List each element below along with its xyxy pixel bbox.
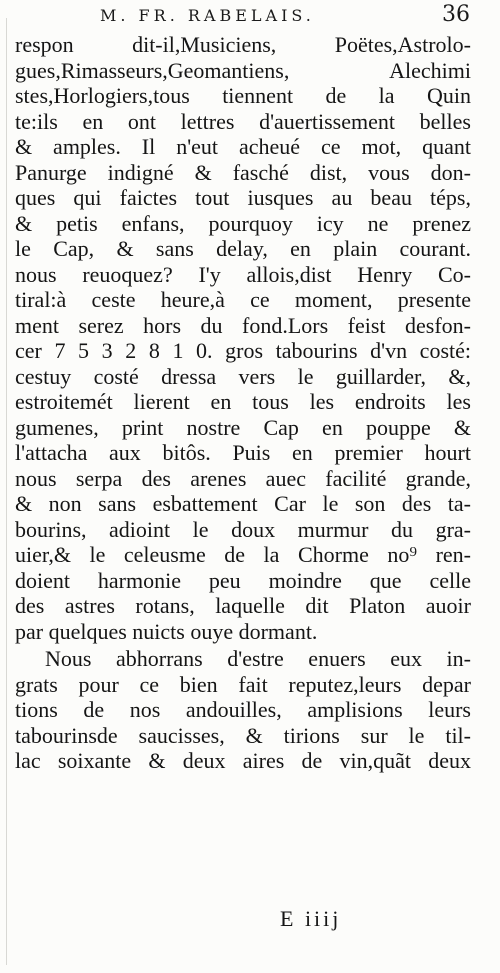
text-line: le Cap, & sans delay, en plain courant. [15, 236, 471, 261]
text-line: tabourinsde saucisses, & tirions sur le til- [15, 722, 471, 748]
body-text [15, 32, 471, 774]
text-line: Panurge indigné & fasché dist, vous don- [15, 159, 471, 185]
text-line: ques qui faictes tout iusques au beau téps, [15, 185, 471, 210]
text-line: par quelques nuicts ouye dormant. [15, 618, 318, 644]
page-header [100, 2, 470, 28]
text-line: stes,Horlogiers,tous tiennent de la Quin [15, 83, 471, 108]
text-line: cestuy costé dressa vers le guillarder, &, [15, 363, 471, 389]
page-number: 36 [442, 2, 470, 27]
text-line: gues,Rimasseurs,Geomantiens, Alechimi [15, 57, 471, 83]
running-head: M. FR. RABELAIS. [100, 6, 315, 25]
text-line: gumenes, print nostre Cap en pouppe & [15, 414, 471, 440]
text-line: ment serez hors du fond.Lors feist desfon- [15, 312, 471, 338]
text-line: tiral:à ceste heure,à ce moment, presente [15, 287, 471, 312]
text-line: bourins, adioint le doux murmur du gra- [15, 516, 471, 542]
text-line: lac soixante & deux aires de vin,quãt deux [15, 748, 471, 773]
text-line: nous reuoquez? I'y allois,dist Henry Co- [15, 261, 471, 287]
text-line: des astres rotans, laquelle dit Platon auoir [15, 593, 471, 618]
text-line: tions de nos andouilles, amplisions leurs [15, 697, 471, 722]
text-line: & amples. Il n'eut acheué ce mot, quant [15, 134, 471, 159]
text-line: & petis enfans, pourquoy icy ne prenez [15, 210, 471, 236]
text-line: grats pour ce bien fait reputez,leurs depar [15, 671, 471, 697]
text-line: estroitemét lierent en tous les endroits les [15, 389, 471, 414]
text-line: uier,& le celeusme de la Chorme no⁹ ren- [15, 542, 471, 567]
text-line: nous serpa des arenes auec facilité grande, [15, 465, 471, 491]
text-line: l'attacha aux bitôs. Puis en premier hourt [15, 440, 471, 465]
text-line: doient harmonie peu moindre que celle [15, 567, 471, 593]
text-line: cer 7 5 3 2 8 1 0. gros tabourins d'vn costé: [15, 338, 471, 363]
text-line: & non sans esbattement Car le son des ta- [15, 491, 471, 516]
text-line-paragraph-start: Nous abhorrans d'estre enuers eux in- [45, 646, 471, 671]
text-line: respon dit-il,Musiciens, Poëtes,Astrolo- [15, 32, 471, 57]
text-line: te:ils en ont lettres d'auertissement belles [15, 108, 471, 134]
signature-mark: E iiij [280, 906, 342, 931]
